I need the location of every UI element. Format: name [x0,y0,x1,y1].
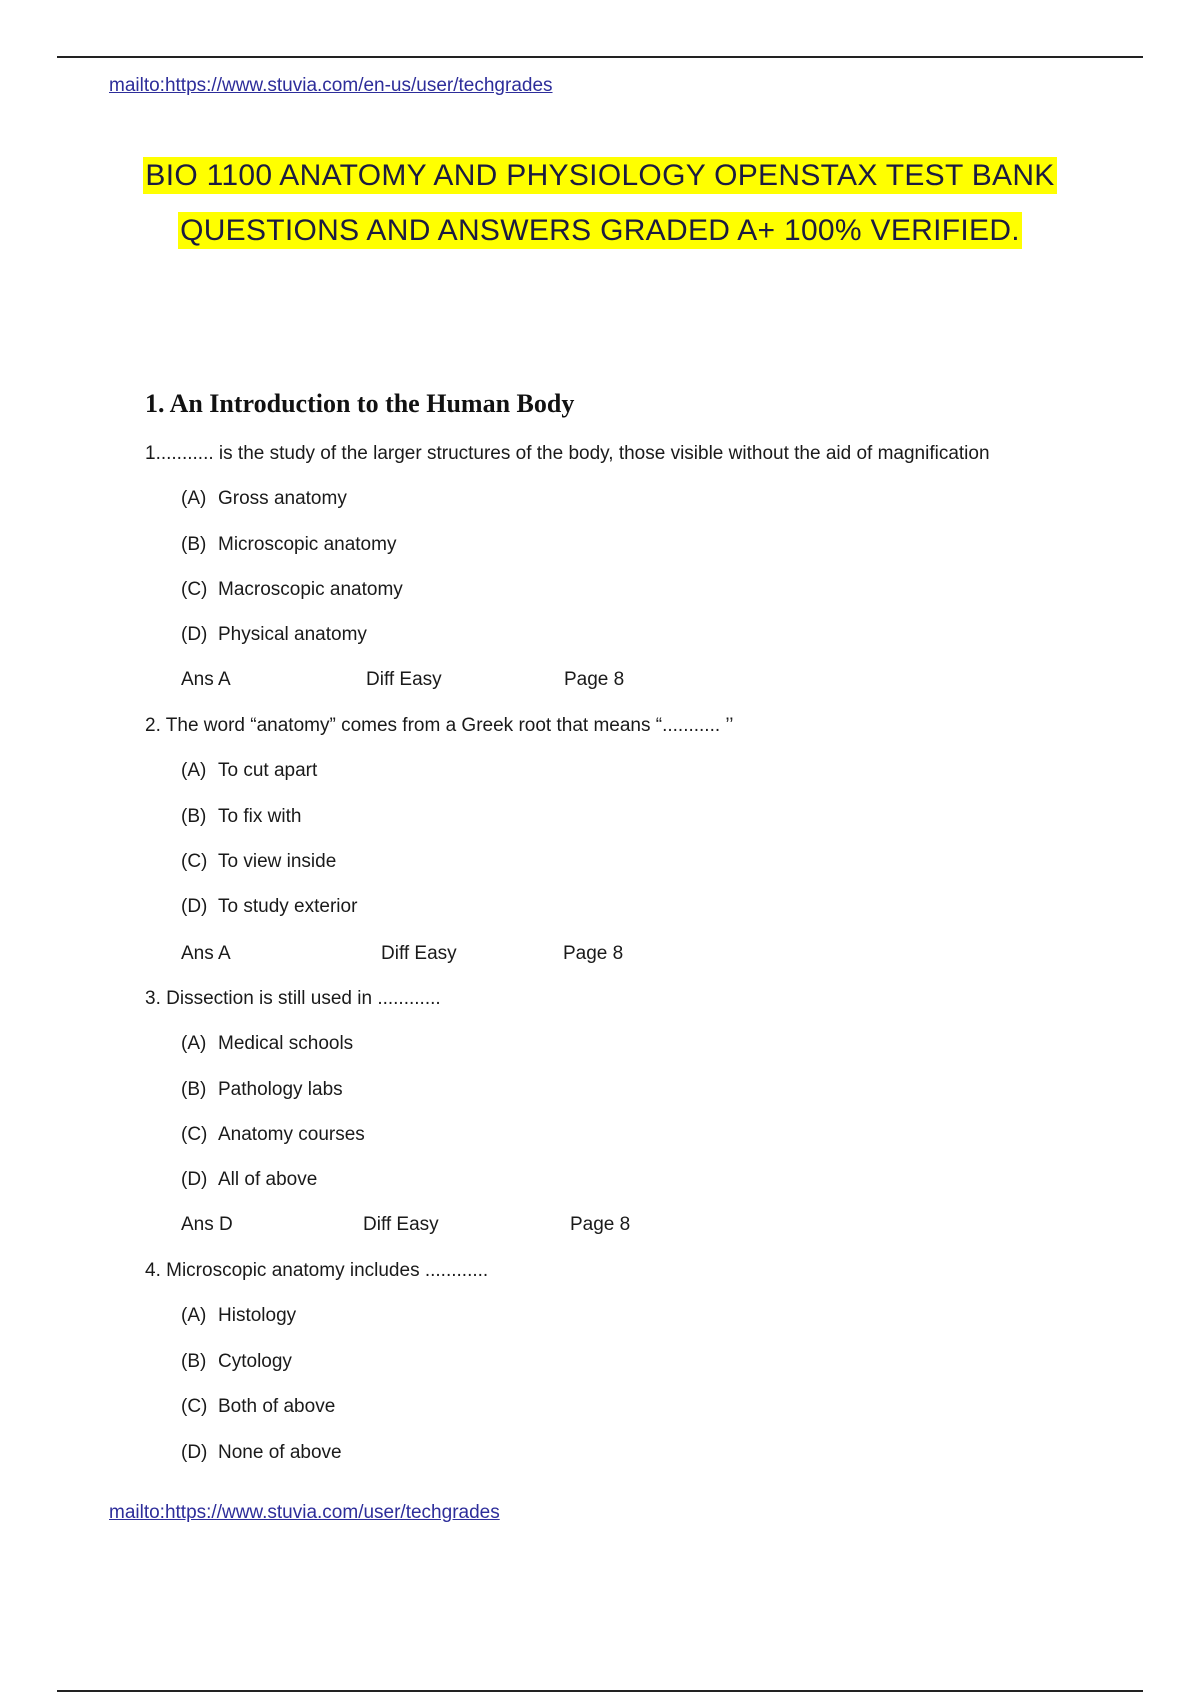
option-text: Both of above [218,1396,336,1417]
option-text: Gross anatomy [218,488,347,509]
option-letter: (A) [181,760,207,781]
option-letter: (A) [181,1033,207,1054]
question-3-option-d [181,1169,317,1191]
option-letter: (B) [181,806,207,827]
option-letter: (C) [181,1396,208,1417]
option-letter: (B) [181,534,207,555]
header-link[interactable]: mailto:https://www.stuvia.com/en-us/user/techgrades [109,75,553,96]
question-2-option-b [181,806,301,828]
option-letter: (D) [181,896,208,917]
title-line-1: BIO 1100 ANATOMY AND PHYSIOLOGY OPENSTAX TEST BANK [145,159,1055,192]
question-3-option-c [181,1124,365,1146]
question-3-option-b [181,1079,343,1101]
question-1-page: Page 8 [564,669,625,690]
question-2-answer: Ans A [181,943,231,964]
question-3-answer: Ans D [181,1214,233,1235]
option-text: Pathology labs [218,1079,343,1100]
option-text: Macroscopic anatomy [218,579,403,600]
top-divider [57,56,1143,58]
title-line-2: QUESTIONS AND ANSWERS GRADED A+ 100% VERIFIED. [180,214,1020,247]
option-letter: (A) [181,488,207,509]
question-2-option-c [181,851,336,873]
option-text: Microscopic anatomy [218,534,397,555]
question-4-option-b [181,1351,292,1373]
question-2-page: Page 8 [563,943,624,964]
question-2-text: 2. The word “anatomy” comes from a Greek root that means “........... ’’ [145,715,734,736]
question-1-text: 1........... is the study of the larger structures of the body, those visible without the aid of magnification [145,443,990,464]
option-text: Cytology [218,1351,292,1372]
question-3-difficulty: Diff Easy [363,1214,439,1235]
question-1-difficulty: Diff Easy [366,669,442,690]
option-letter: (C) [181,1124,208,1145]
question-4-option-c [181,1396,335,1418]
option-text: Anatomy courses [218,1124,365,1145]
document-title [0,148,1200,258]
question-3-text: 3. Dissection is still used in ............ [145,988,441,1009]
footer-link[interactable]: mailto:https://www.stuvia.com/user/techgrades [109,1502,500,1523]
question-4-text: 4. Microscopic anatomy includes ............ [145,1260,489,1281]
option-letter: (A) [181,1305,207,1326]
option-letter: (C) [181,851,208,872]
question-1-option-c [181,579,403,601]
question-2-option-a [181,760,317,782]
option-text: Medical schools [218,1033,354,1054]
section-heading: 1. An Introduction to the Human Body [145,389,575,418]
question-1-answer: Ans A [181,669,231,690]
option-letter: (D) [181,1169,208,1190]
question-4-option-d [181,1442,342,1464]
question-4-option-a [181,1305,296,1327]
question-2-difficulty: Diff Easy [381,943,457,964]
option-letter: (B) [181,1079,207,1100]
question-3-page: Page 8 [570,1214,631,1235]
option-text: All of above [218,1169,318,1190]
option-letter: (D) [181,1442,208,1463]
question-2-option-d [181,896,357,918]
option-text: To fix with [218,806,302,827]
question-3-option-a [181,1033,353,1055]
option-letter: (D) [181,624,208,645]
option-text: To cut apart [218,760,318,781]
option-text: Physical anatomy [218,624,367,645]
option-letter: (C) [181,579,208,600]
bottom-divider [57,1690,1143,1692]
question-1-option-a [181,488,347,510]
question-1-option-b [181,534,396,556]
option-text: To study exterior [218,896,358,917]
option-letter: (B) [181,1351,207,1372]
option-text: None of above [218,1442,342,1463]
option-text: Histology [218,1305,297,1326]
option-text: To view inside [218,851,337,872]
question-1-option-d [181,624,367,646]
